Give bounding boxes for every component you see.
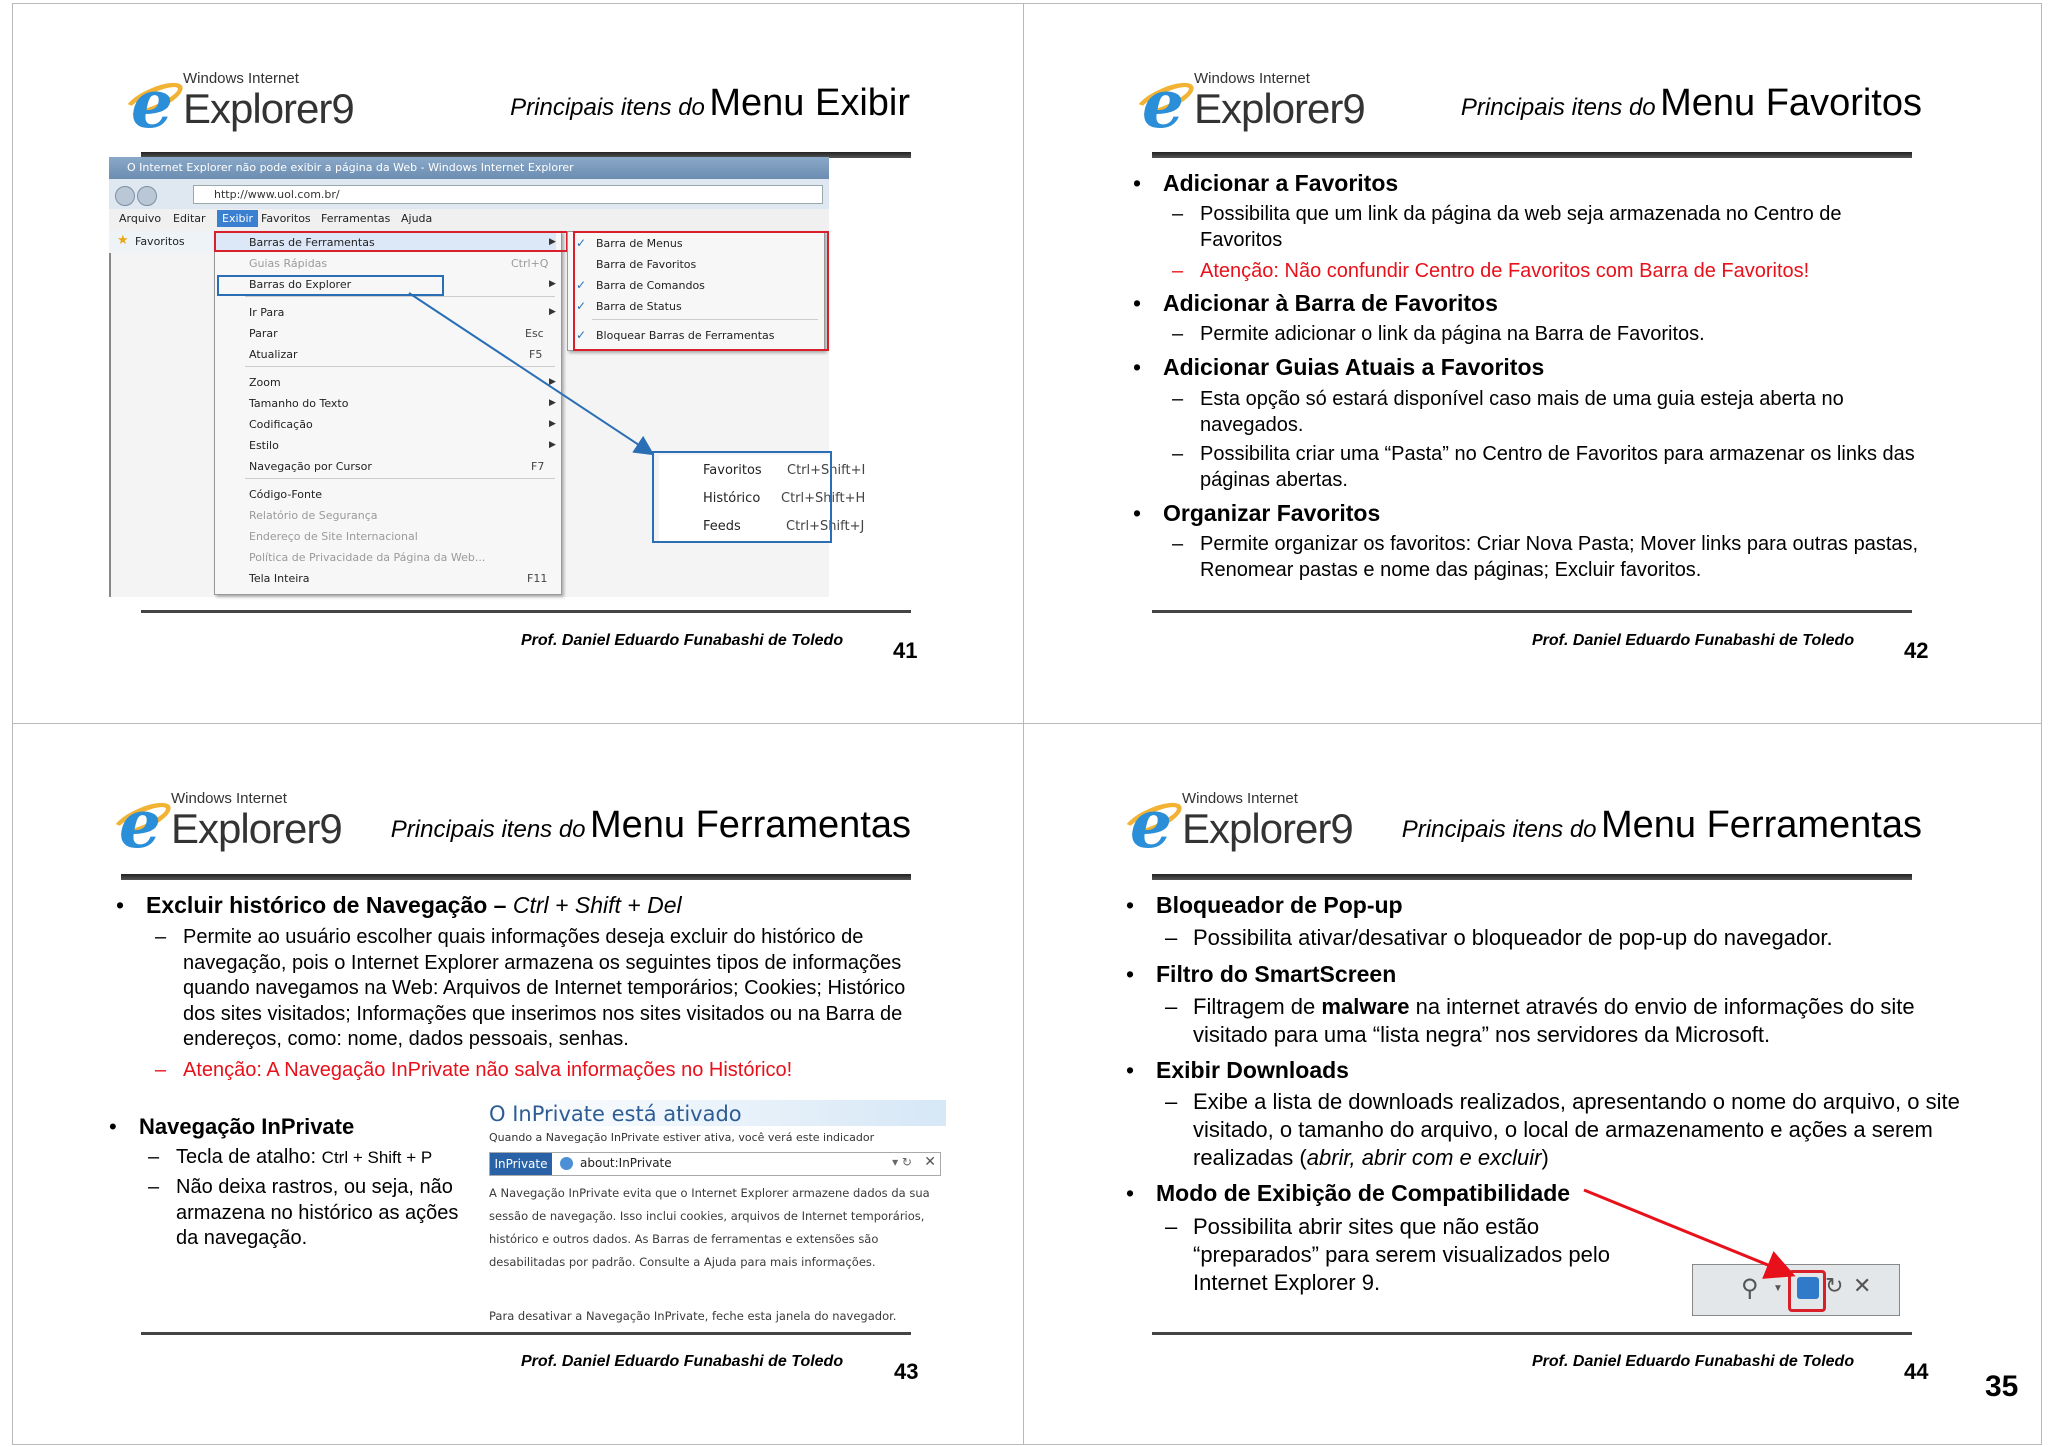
inprivate-description: A Navegação InPrivate evita que o Internet Explorer armazene dados da sua sessão de navegação. Isso inclui cookies, arquivos de Internet temporários, histórico e outros dados. As Barras de ferramentas e extensões são desabilitadas por padrão. Consulte a Ajuda para mais informações. [489,1186,930,1269]
title-prefix: Principais itens do [1401,816,1597,843]
menu-item[interactable]: Barras de Ferramentas [249,236,375,249]
title-menu: Menu Favoritos [1660,82,1922,124]
menu-ajuda[interactable]: Ajuda [401,212,433,225]
submenu-arrow-icon: ▶ [549,377,556,387]
menu-item[interactable]: Estilo [249,439,279,452]
menu-item[interactable]: Zoom [249,376,281,389]
bullet-text: – Esta opção só estará disponível caso mais de uma guia esteja aberta no navegados. [1200,387,1920,438]
author: Prof. Daniel Eduardo Funabashi de Toledo [521,1353,844,1370]
bullet-text: – Permite adicionar o link da página na Barra de Favoritos. [1200,322,1920,348]
author: Prof. Daniel Eduardo Funabashi de Toledo [1532,1353,1855,1370]
pointer-arrow [109,157,829,597]
bullet-warning: – Atenção: Não confundir Centro de Favoritos com Barra de Favoritos! [1200,259,1920,285]
check-icon: ✓ [576,278,587,292]
submenu-arrow-icon: ▶ [549,440,556,450]
slide-number: 41 [893,638,918,663]
ie9-logo [131,65,371,143]
menu-item[interactable]: Parar [249,327,278,340]
menu-shortcut: Esc [525,327,544,340]
bullet-heading: • Adicionar à Barra de Favoritos [1163,290,1498,317]
slide-number: 43 [894,1359,919,1384]
bullet-text: – Não deixa rastros, ou seja, não armazena no histórico as ações da navegação. [176,1175,466,1252]
menu-shortcut: F7 [531,460,545,473]
submenu-item[interactable]: Barra de Menus [596,237,683,250]
menu-item[interactable]: Código-Fonte [249,488,323,501]
footer-rule [141,1332,911,1335]
menu-item[interactable]: Codificação [249,418,313,431]
menu-item[interactable]: Tamanho do Texto [249,397,349,410]
text-part: na internet através do envio de informações do site visitado para uma “lista negra” nos servidores da Microsoft. [1193,994,1915,1047]
logo-brand-small: Windows Internet [1182,790,1298,807]
ie-e-icon: e [131,65,173,143]
slide-number: 44 [1904,1359,1929,1384]
slide-title [391,804,911,847]
menu-item[interactable]: Ir Para [249,306,285,319]
menu-item[interactable]: Relatório de Segurança [249,509,378,522]
ie-screenshot [109,157,866,597]
title-rule [1152,152,1912,158]
bullet-text: – Possibilita que um link da página da web seja armazenada no Centro de Favoritos [1200,202,1920,253]
menu-item[interactable]: Tela Inteira [249,572,310,585]
slide-43 [13,724,1023,1439]
menu-item[interactable]: Guias Rápidas [249,257,328,270]
text-part: Exibe a lista de downloads realizados, apresentando o nome do arquivo, o site visitado, o tamanho do arquivo, o local de armazenamento e ações a serem realizadas ( [1193,1089,1960,1170]
slide-44 [1024,724,2034,1439]
title-menu: Menu Exibir [709,82,910,124]
text-part: Filtragem de [1193,994,1316,1019]
footer-rule [1152,610,1912,613]
bullet-text: – Possibilita abrir sites que não estão “preparados” para serem visualizados pelo Internet Explorer 9. [1193,1213,1653,1297]
menu-ferramentas[interactable]: Ferramentas [321,212,391,225]
menu-item[interactable]: Navegação por Cursor [249,460,372,473]
address-input[interactable]: http://www.uol.com.br/ [193,185,823,204]
bullet-heading-bold: Excluir histórico de Navegação – [146,892,507,918]
ie-page-icon [560,1157,573,1170]
bullet-text: – Possibilita criar uma “Pasta” no Centro de Favoritos para armazenar os links das páginas abertas. [1200,442,1920,493]
ie-e-icon: e [1130,785,1172,863]
inprivate-heading: O InPrivate está ativado [489,1102,742,1126]
bullet-heading: • Adicionar Guias Atuais a Favoritos [1163,354,1544,381]
bullet-text: – Permite ao usuário escolher quais informações deseja excluir do histórico de navegação, pois o Internet Explorer armazena os seguintes tipos de informações quando navegamos na Web: Arquivos de Internet temporários; Cookies; Histórico dos sites visitados; Informações que inserimos nos sites visitados ou na Barra de endereços, como: nome, dados pessoais, senhas. [183,925,923,1053]
bullet-heading: • Navegação InPrivate [139,1114,354,1140]
logo-brand-small: Windows Internet [1194,70,1310,87]
ie-e-icon: e [1142,65,1184,143]
logo-brand-big: Explorer9 [183,85,354,132]
submenu-arrow-icon: ▶ [549,237,556,247]
check-icon: ✓ [576,236,587,250]
star-icon: ★ [117,233,129,248]
text-part: ) [1541,1145,1549,1170]
menu-favoritos[interactable]: Favoritos [261,212,311,225]
slide-title [1461,82,1922,125]
title-prefix: Principais itens do [510,94,705,121]
menu-item[interactable]: Atualizar [249,348,298,361]
shortcut-label: Tecla de atalho: [176,1146,317,1168]
shortcut-keys: Ctrl + Shift + P [321,1148,433,1167]
logo-brand-small: Windows Internet [171,790,287,807]
search-icon[interactable]: ⚲ [1741,1275,1759,1302]
check-icon: ✓ [576,299,587,313]
menu-item[interactable]: Política de Privacidade da Página da Web... [249,551,486,564]
refresh-icon[interactable]: ↻ [1825,1273,1844,1298]
menu-shortcut: Ctrl+Q [511,257,549,270]
bullet-heading: • Adicionar a Favoritos [1163,170,1398,197]
submenu-item[interactable]: Feeds [703,519,741,534]
menu-arquivo[interactable]: Arquivo [119,212,162,225]
close-icon[interactable]: ✕ [1853,1273,1872,1298]
bullet-text: – Permite organizar os favoritos: Criar Nova Pasta; Mover links para outras pastas, Renomear pastas e nome das páginas; Excluir favoritos. [1200,532,1920,583]
logo-brand-big: Explorer9 [1182,805,1353,852]
chevron-down-icon[interactable]: ▼ [1773,1283,1783,1294]
title-prefix: Principais itens do [1460,94,1656,121]
bullet-text [176,1145,496,1171]
inprivate-url: about:InPrivate [580,1156,672,1170]
menu-item[interactable]: Barras do Explorer [249,278,352,291]
footer-rule [141,610,911,613]
bullet-heading: • Modo de Exibição de Compatibilidade [1156,1180,1570,1207]
bullet-warning: – Atenção: A Navegação InPrivate não salva informações no Histórico! [183,1058,923,1084]
favorites-button[interactable]: Favoritos [135,235,185,248]
window-title: O Internet Explorer não pode exibir a página da Web - Windows Internet Explorer [109,157,829,179]
text-italic: abrir, abrir com e excluir [1306,1145,1542,1170]
logo-brand-big: Explorer9 [171,805,342,852]
submenu-item[interactable]: Bloquear Barras de Ferramentas [596,329,775,342]
bullet-heading: • Bloqueador de Pop-up [1156,892,1403,919]
refresh-icon[interactable]: ▾ ↻ [892,1155,912,1169]
inprivate-address-bar[interactable] [489,1152,941,1176]
inprivate-footer: Para desativar a Navegação InPrivate, feche esta janela do navegador. [489,1309,897,1323]
handout-page-number: 35 [1985,1370,2019,1403]
title-prefix: Principais itens do [390,816,586,843]
submenu-arrow-icon: ▶ [549,279,556,289]
ie-e-icon: e [119,785,161,863]
bullet-heading [146,892,682,919]
menu-shortcut: Ctrl+Shift+J [786,519,865,534]
submenu-arrow-icon: ▶ [549,307,556,317]
ie9-logo [1142,65,1382,143]
footer-rule [1152,1332,1912,1335]
bullet-heading-shortcut: Ctrl + Shift + Del [512,892,682,918]
inprivate-screenshot [486,1100,946,1330]
submenu-item[interactable]: Barra de Status [596,300,682,313]
title-menu: Menu Ferramentas [589,804,911,846]
slide-number: 42 [1904,638,1929,663]
menu-item[interactable]: Endereço de Site Internacional [249,530,418,543]
title-menu: Menu Ferramentas [1600,804,1922,846]
bullet-heading: • Filtro do SmartScreen [1156,961,1396,988]
submenu-arrow-icon: ▶ [549,419,556,429]
menu-shortcut: F5 [529,348,543,361]
menu-shortcut: Ctrl+Shift+I [787,463,866,478]
text-bold: malware [1321,994,1410,1019]
title-rule [121,874,911,880]
submenu-arrow-icon: ▶ [549,398,556,408]
logo-brand-small: Windows Internet [183,70,299,87]
submenu-item[interactable]: Favoritos [703,463,762,478]
menu-exibir[interactable]: Exibir [217,210,258,227]
submenu-item[interactable]: Histórico [703,491,761,506]
slide-42 [1024,4,2034,719]
slide-41 [13,4,1023,719]
ie9-logo [119,785,359,863]
submenu-item[interactable]: Barra de Comandos [596,279,705,292]
check-icon: ✓ [576,328,587,342]
menu-editar[interactable]: Editar [173,212,206,225]
author: Prof. Daniel Eduardo Funabashi de Toledo [521,632,844,649]
close-icon[interactable]: ✕ [924,1154,936,1170]
slide-title [510,82,910,125]
bullet-heading: • Organizar Favoritos [1163,500,1380,527]
bullet-text: – Possibilita ativar/desativar o bloqueador de pop-up do navegador. [1193,925,1963,951]
inprivate-badge: InPrivate [490,1153,552,1175]
bullet-heading: • Exibir Downloads [1156,1057,1349,1084]
menu-shortcut: F11 [527,572,548,585]
logo-brand-big: Explorer9 [1194,85,1365,132]
author: Prof. Daniel Eduardo Funabashi de Toledo [1532,632,1855,649]
submenu-item[interactable]: Barra de Favoritos [596,258,697,271]
inprivate-subheading: Quando a Navegação InPrivate estiver ativa, você verá este indicador [489,1131,875,1144]
menu-shortcut: Ctrl+Shift+H [781,491,866,506]
